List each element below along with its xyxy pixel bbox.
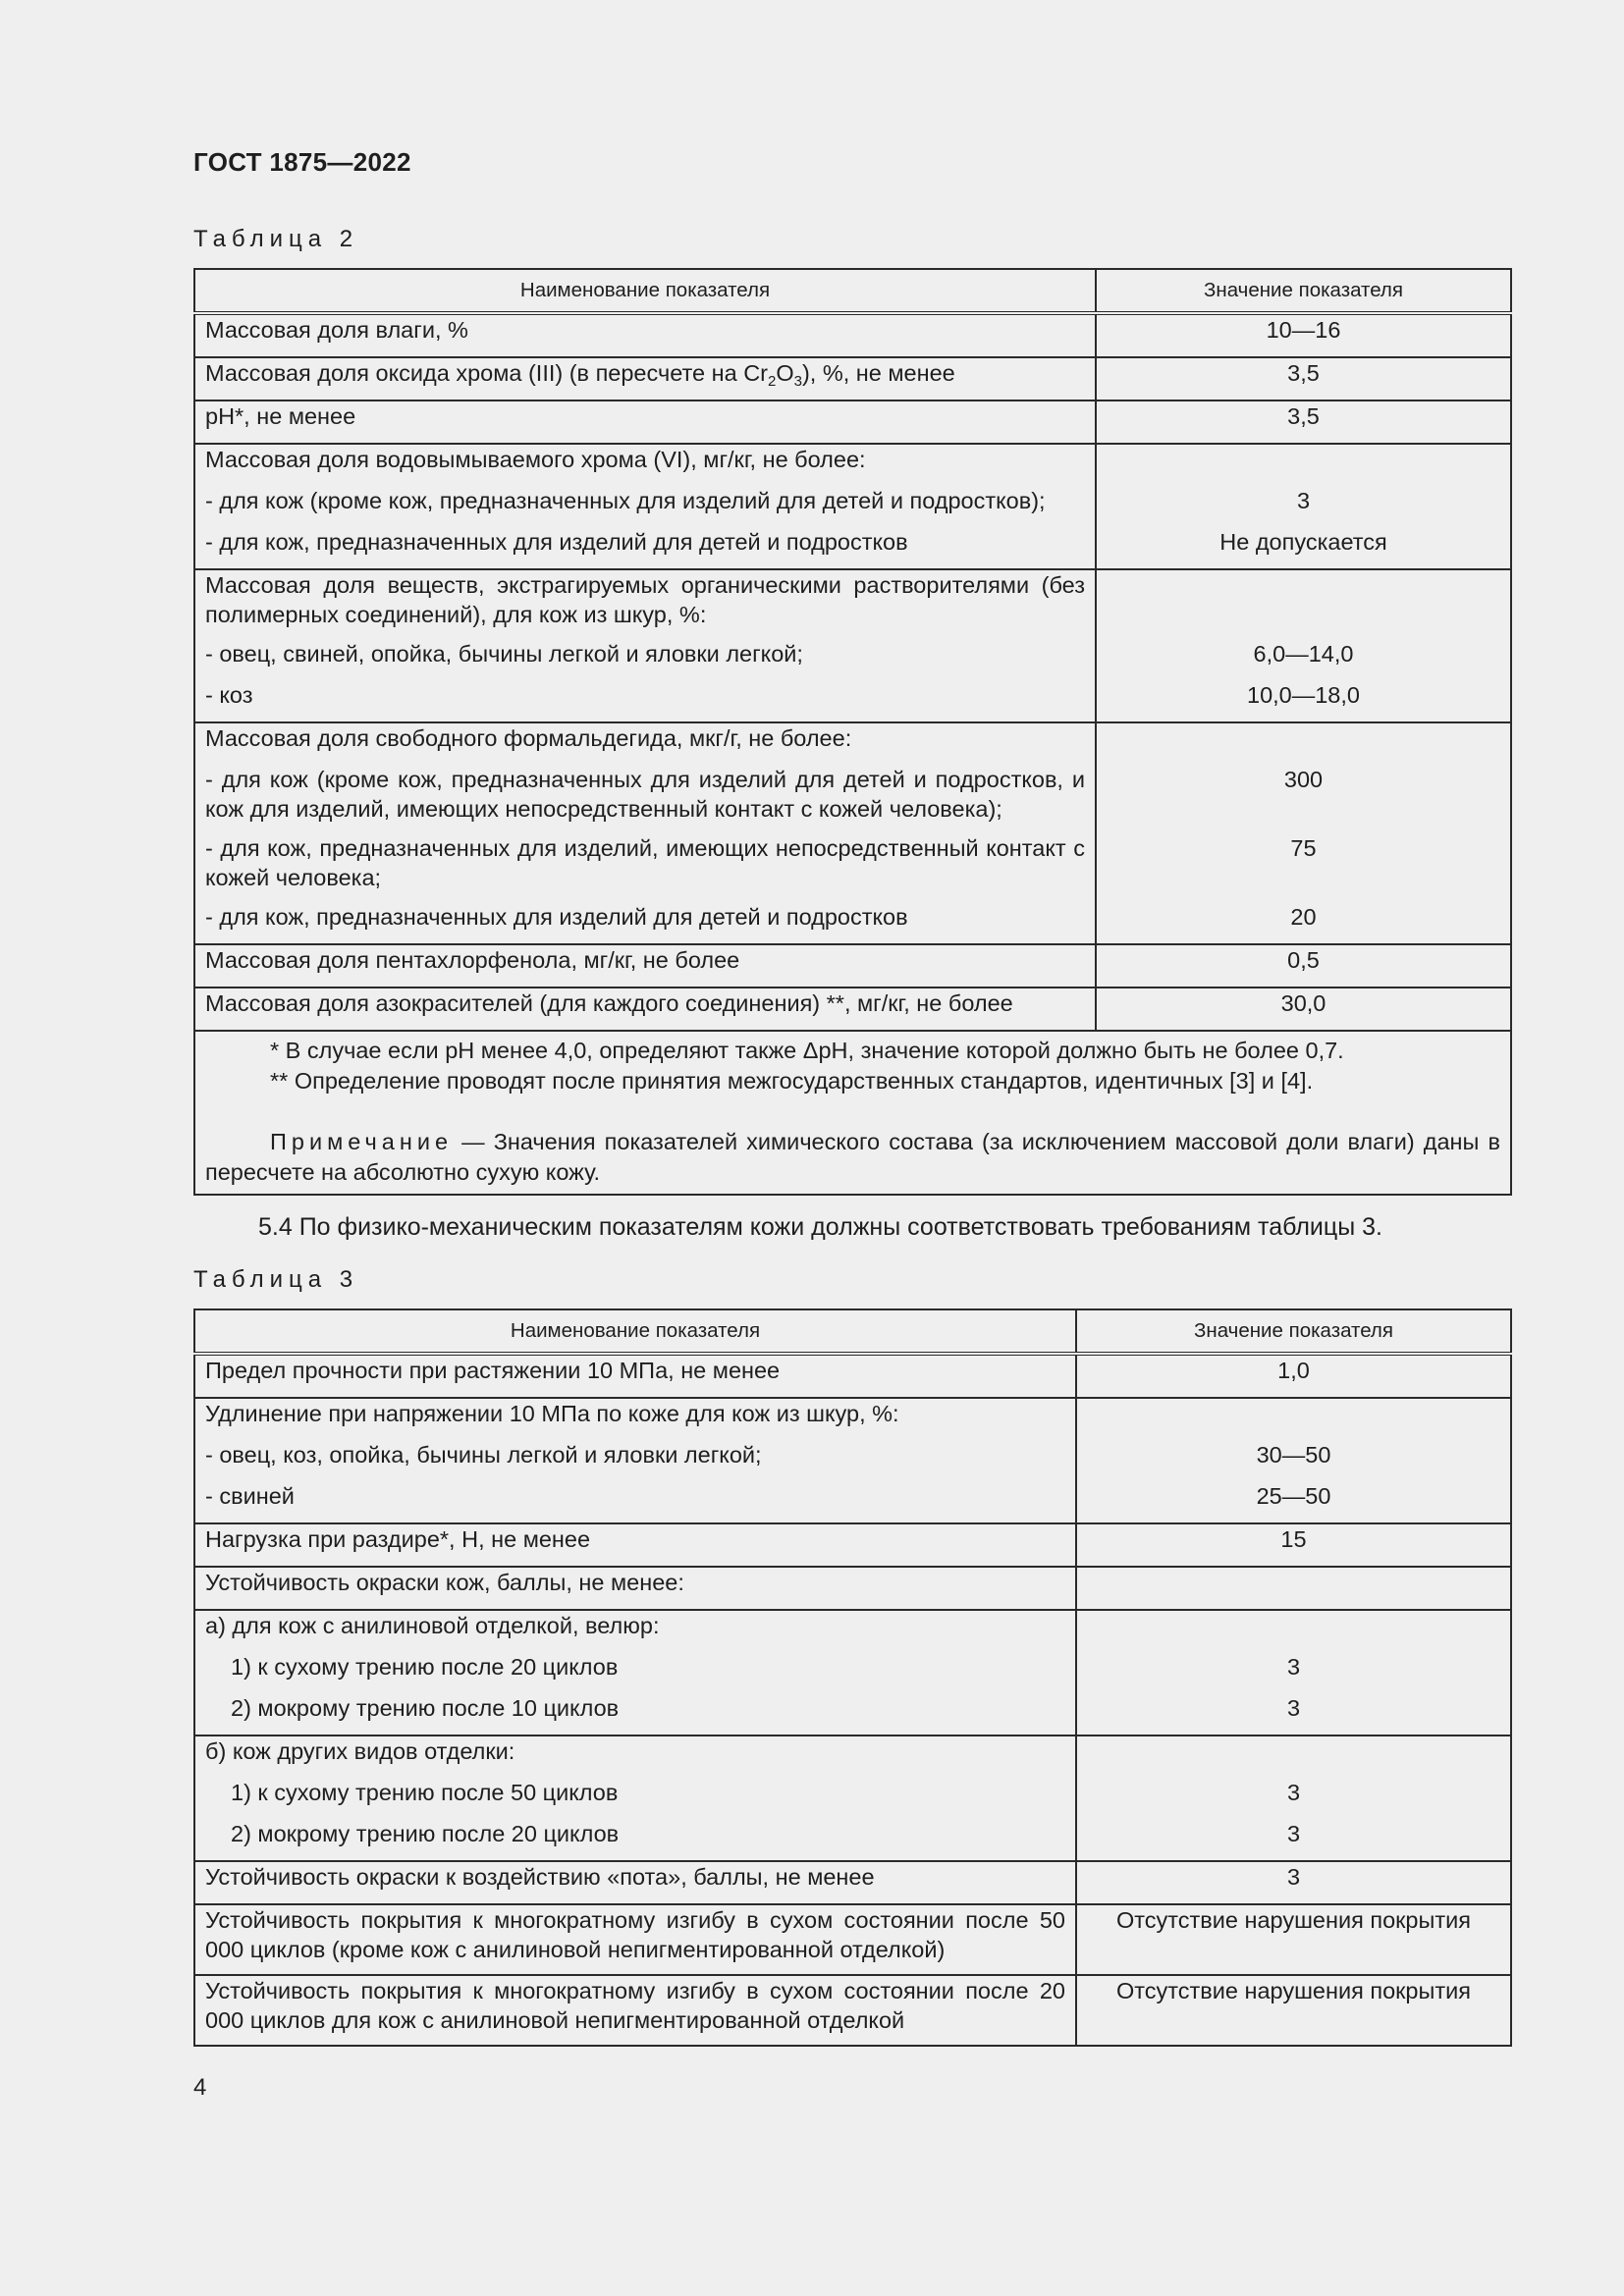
table-row	[194, 444, 1511, 486]
table-note	[205, 1127, 1500, 1188]
row-value: 10,0—18,0	[1096, 680, 1511, 722]
row-name: - для кож, предназначенных для изделий для детей и подростков	[194, 902, 1096, 944]
note-text: — Значения показателей химического состава (за исключением массовой доли влаги) даны в пересчете на абсолютно сухую кожу.	[205, 1129, 1500, 1185]
row-name: Предел прочности при растяжении 10 МПа, не менее	[194, 1354, 1076, 1398]
row-name: pH*, не менее	[194, 400, 1096, 444]
table-row	[194, 569, 1511, 639]
table-row	[194, 313, 1511, 357]
row-value: 3	[1096, 486, 1511, 527]
table-row	[194, 1440, 1511, 1481]
row-name: 1) к сухому трению после 20 циклов	[194, 1652, 1076, 1693]
table-row	[194, 765, 1511, 833]
table-3-col-name-header: Наименование показателя	[194, 1309, 1076, 1354]
row-name: - для кож, предназначенных для изделий для детей и подростков	[194, 527, 1096, 569]
row-name: 2) мокрому трению после 20 циклов	[194, 1819, 1076, 1861]
row-name: - для кож, предназначенных для изделий, имеющих непосредственный контакт с кожей человека;	[194, 833, 1096, 902]
row-value: 25—50	[1076, 1481, 1511, 1523]
row-name: 2) мокрому трению после 10 циклов	[194, 1693, 1076, 1735]
table-row	[194, 833, 1511, 902]
row-value: 3	[1076, 1861, 1511, 1904]
table-row	[194, 1693, 1511, 1735]
row-name: Устойчивость покрытия к многократному изгибу в сухом состоянии после 50 000 циклов (кроме кож с анилиновой непигментированной отделкой)	[194, 1904, 1076, 1975]
row-value	[1076, 1610, 1511, 1652]
table-row	[194, 1481, 1511, 1523]
row-value: 3	[1076, 1819, 1511, 1861]
row-value: Отсутствие нарушения покрытия	[1076, 1904, 1511, 1975]
table-3	[193, 1308, 1512, 2047]
row-value	[1096, 569, 1511, 639]
row-value: 30—50	[1076, 1440, 1511, 1481]
table-row	[194, 639, 1511, 680]
row-value: 0,5	[1096, 944, 1511, 988]
row-name: - коз	[194, 680, 1096, 722]
table-2-col-value-header: Значение показателя	[1096, 269, 1511, 313]
table-row	[194, 1523, 1511, 1567]
table-row	[194, 527, 1511, 569]
table-row	[194, 1398, 1511, 1440]
table-row	[194, 1610, 1511, 1652]
table-row	[194, 1819, 1511, 1861]
row-name: Массовая доля оксида хрома (III) (в пересчете на $Cr_2O_3$), %, не менее	[194, 357, 1096, 400]
paragraph-5-4: 5.4 По физико-механическим показателям кожи должны соответствовать требованиям таблицы 3.	[258, 1213, 1382, 1241]
row-value: 30,0	[1096, 988, 1511, 1031]
table-row	[194, 1354, 1511, 1398]
table-row	[194, 722, 1511, 765]
row-name: Массовая доля веществ, экстрагируемых органическими растворителями (без полимерных соединений), для кож из шкур, %:	[194, 569, 1096, 639]
table-2-caption: Таблица 2	[193, 226, 359, 252]
row-name: - для кож (кроме кож, предназначенных для изделий для детей и подростков);	[194, 486, 1096, 527]
row-value: 75	[1096, 833, 1511, 902]
table-3-caption: Таблица 3	[193, 1266, 359, 1293]
table-row	[194, 1778, 1511, 1819]
table-2-notes	[194, 1031, 1511, 1195]
footnote-1: * В случае если pH менее 4,0, определяют также ΔpH, значение которой должно быть не более 0,7.	[270, 1038, 1344, 1063]
row-name: - свиней	[194, 1481, 1076, 1523]
row-name: Устойчивость окраски кож, баллы, не менее:	[194, 1567, 1076, 1610]
table-row	[194, 988, 1511, 1031]
row-name: - овец, коз, опойка, бычины легкой и яловки легкой;	[194, 1440, 1076, 1481]
row-name: 1) к сухому трению после 50 циклов	[194, 1778, 1076, 1819]
row-name: Массовая доля пентахлорфенола, мг/кг, не более	[194, 944, 1096, 988]
row-value	[1076, 1567, 1511, 1610]
table-2-col-name-header: Наименование показателя	[194, 269, 1096, 313]
row-value: 3,5	[1096, 400, 1511, 444]
row-name: - овец, свиней, опойка, бычины легкой и яловки легкой;	[194, 639, 1096, 680]
row-name: Устойчивость окраски к воздействию «пота», баллы, не менее	[194, 1861, 1076, 1904]
table-row	[194, 1567, 1511, 1610]
row-value: 10—16	[1096, 313, 1511, 357]
row-value: 3	[1076, 1693, 1511, 1735]
row-name: Массовая доля водовымываемого хрома (VI), мг/кг, не более:	[194, 444, 1096, 486]
row-value: 20	[1096, 902, 1511, 944]
row-name: а) для кож с анилиновой отделкой, велюр:	[194, 1610, 1076, 1652]
row-value: 1,0	[1076, 1354, 1511, 1398]
row-name: Удлинение при напряжении 10 МПа по коже для кож из шкур, %:	[194, 1398, 1076, 1440]
page-number: 4	[193, 2074, 207, 2101]
row-value: 300	[1096, 765, 1511, 833]
row-value: 3	[1076, 1778, 1511, 1819]
row-name: Нагрузка при раздире*, Н, не менее	[194, 1523, 1076, 1567]
row-value: 3,5	[1096, 357, 1511, 400]
row-value	[1076, 1398, 1511, 1440]
row-value	[1096, 722, 1511, 765]
table-row	[194, 1735, 1511, 1778]
row-name: Устойчивость покрытия к многократному изгибу в сухом состоянии после 20 000 циклов для кож с анилиновой непигментированной отделкой	[194, 1975, 1076, 2046]
row-name: б) кож других видов отделки:	[194, 1735, 1076, 1778]
table-row	[194, 1904, 1511, 1975]
table-row	[194, 357, 1511, 400]
row-value	[1096, 444, 1511, 486]
row-value: 15	[1076, 1523, 1511, 1567]
row-value	[1076, 1735, 1511, 1778]
row-value: 3	[1076, 1652, 1511, 1693]
table-row	[194, 1861, 1511, 1904]
note-label: Примечание	[270, 1129, 454, 1154]
row-name: Массовая доля влаги, %	[194, 313, 1096, 357]
table-row	[194, 944, 1511, 988]
table-row	[194, 1652, 1511, 1693]
document-code-header: ГОСТ 1875—2022	[193, 147, 411, 177]
row-value: Отсутствие нарушения покрытия	[1076, 1975, 1511, 2046]
table-3-col-value-header: Значение показателя	[1076, 1309, 1511, 1354]
table-row	[194, 1975, 1511, 2046]
row-value: 6,0—14,0	[1096, 639, 1511, 680]
row-value: Не допускается	[1096, 527, 1511, 569]
table-row	[194, 486, 1511, 527]
footnote-2: ** Определение проводят после принятия межгосударственных стандартов, идентичных [3] и [4].	[270, 1068, 1314, 1094]
row-name: Массовая доля свободного формальдегида, мкг/г, не более:	[194, 722, 1096, 765]
table-2	[193, 268, 1512, 1196]
row-name: - для кож (кроме кож, предназначенных для изделий для детей и подростков, и кож для изделий, имеющих непосредственный контакт с кожей человека);	[194, 765, 1096, 833]
table-row	[194, 680, 1511, 722]
row-name: Массовая доля азокрасителей (для каждого соединения) **, мг/кг, не более	[194, 988, 1096, 1031]
table-row	[194, 902, 1511, 944]
table-row	[194, 400, 1511, 444]
